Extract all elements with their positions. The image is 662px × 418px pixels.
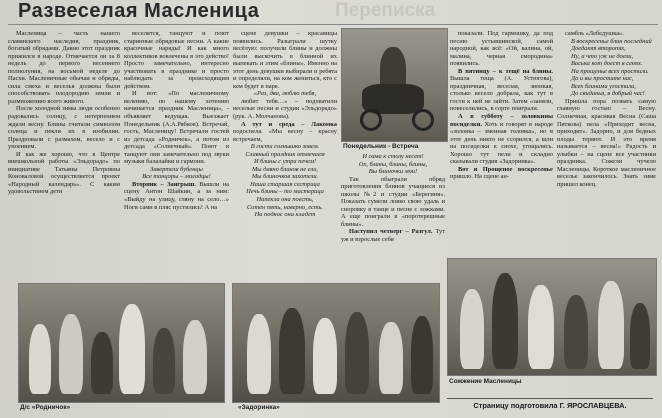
verse-line: В гости солнышко зовем.: [250, 143, 320, 151]
page-credit: Страницу подготовила Г. ЯРОСЛАВЦЕВА.: [447, 398, 653, 413]
article-column-3: [233, 30, 337, 275]
verse-line: Славный праздник отмечаем: [245, 150, 325, 158]
photo-figure: [411, 316, 433, 394]
photo-figure: [630, 303, 650, 369]
section-label: Наступил четверг – Разгул.: [349, 228, 433, 236]
verse-line: Вы блиночки мои!: [368, 168, 418, 176]
photo-monday: [341, 28, 448, 142]
photo-figure: [564, 295, 588, 369]
paragraph: веселятся, танцуют и поют старинные обрядовые песни. А какие красочные наряды! И как много коллективов вовлечены в это действо! Просто замечательно, интересно участвовать в празднике и просто наблюдать за происходящим действом.: [124, 30, 229, 90]
headline: Развеселая Масленица: [18, 0, 260, 22]
paragraph: И вот: «По масленичному велению, по нашему хотению начинается праздник Масленица», - объявляет ведущая. Выезжает Понедельник (А.А.Рябков). Встречай, гость, Масленицу! Встречали гостей из детсада «Родничок», а потом из детсада «Солнечный». Поют и танцуют они замечательно под звуки музыки балалайки и гармони.: [124, 90, 229, 166]
verse-line: Печь блины – то мастерица: [246, 188, 324, 196]
paragraph-text: Хоть и говорят в народе «золовка – змеиная головка», но в этот день никто не ссорился, а шли на посиделки к снохе, угощались. Хорошо тут пели и складно сказывали студия «Задоринка».: [450, 120, 553, 166]
section-label: Вот и Прощеное воскресенье: [458, 165, 553, 173]
section-label: В пятницу – к тещё на блины.: [458, 67, 553, 75]
paragraph: [233, 121, 337, 144]
article-column-1: [8, 30, 120, 275]
paragraph: самбль «Лебедушка».: [565, 30, 624, 37]
verse-line: Доедают второпях,: [571, 45, 626, 53]
header-rule: [8, 24, 658, 25]
caption-burning: Сожжение Масленицы: [449, 378, 522, 385]
photo-rodnichok: [18, 283, 225, 403]
photo-figure: [345, 312, 369, 394]
article-column-6: [557, 30, 656, 275]
verse-line: Завертели бубенцы: [150, 165, 203, 173]
verse-line: Напекла она поесть,: [256, 196, 314, 204]
paragraph-text: подоспела. «Мы весну – красну встречаем,: [233, 128, 337, 143]
photo-burning: [447, 258, 657, 376]
photo-wheel: [360, 109, 382, 131]
photo-figure: [279, 308, 305, 394]
caption-monday: Понедельник - Встреча: [343, 143, 419, 150]
article-column-4: [341, 153, 445, 275]
section-label: А в субботу – золовкины посиделки.: [450, 113, 553, 128]
photo-figure: [119, 304, 145, 394]
photo-figure: [91, 332, 113, 394]
photo-figure: [528, 285, 554, 369]
paragraph: любит тебя…» – подхватили веселые песни и студии «Эльдорадо» (рук. А. Молчанова).: [233, 97, 337, 121]
paragraph: Так обыграли обряд приготовления блинов учащиеся из школы №2 и студии «Берегиня». Показать сумели ловко свою удаль и сноровку в танце и песне с ложками. А еще поиграли в «поротерешные блины».: [341, 175, 445, 228]
photo-figure: [379, 322, 403, 394]
paragraph: показали. Под гармошку, да под песню устьишинской, самой народной, как всё: «Ой, калина, ой, малина, черная смородина» появились.: [450, 30, 553, 68]
paragraph-text: Тут уж и взрослые себя: [341, 228, 445, 244]
verse-line: На поднос она кладет: [254, 211, 316, 219]
verse-line: И блины с утра печем!: [253, 158, 317, 166]
section-label: А тут и среда – Лакомка: [241, 120, 337, 128]
photo-zadorinka: [232, 283, 440, 403]
paragraph: [450, 68, 553, 113]
photo-figure: [183, 320, 207, 394]
paragraph: Масленица – часть нашего славянского наследия, праздник, богатый обрядами. Давно этот праздник прижился в народе. Отмечается он за 8 недель до первого весеннего полнолуния, на восьмой неделе до Пасхи. Масленичные обычаи и обряды, сила смеха и веселья должны были способствовать плодородию земли и размножению всего живого.: [8, 30, 120, 105]
paragraph: [450, 166, 553, 181]
paragraph: После холодной зимы люди особенно радовались солнцу, с нетерпением ждали весну. Блины считали символом солнца и пекли их в изобилии. Праздновали с размахом, весело и с упоением.: [8, 105, 120, 151]
paragraph-text: Вышли на сцену Антон Шайкин, а за ним: «Выйду на улицу, гляну на село…» Ноги сами в пляс пустились! А на: [124, 180, 229, 211]
verse-line: До свиданья, в добрый час!: [571, 90, 645, 98]
verse-line: Мы давно блинов не ели,: [251, 165, 319, 173]
bleed-through-header: Переписка: [335, 0, 436, 21]
verse-line: Всех блинами угостили,: [571, 82, 636, 90]
paragraph: [124, 181, 229, 211]
photo-figure: [492, 273, 518, 369]
photo-wheel: [412, 109, 434, 131]
photo-figure: [460, 289, 484, 369]
article-column-2: [124, 30, 229, 275]
verse-line: Да и вы простите нас,: [571, 75, 634, 83]
photo-figure: [598, 281, 624, 369]
verse-line: Все танцоры – молодцы!: [142, 173, 211, 181]
photo-figure: [59, 314, 83, 394]
verse-line: Сотен пять, наверно, есть.: [246, 203, 324, 211]
paragraph: [341, 228, 445, 243]
paragraph-text: пришло. На сцене ан-: [450, 173, 509, 181]
paragraph-text: Вышла теща (А. Устюгова), праздничная, веселая, звонкая, столько весело добрала, как тут в гости к ней не зайти. Затем «заняли, повеселились, в сорте поиграли.: [450, 75, 553, 113]
paragraph: сцене девушки – красавицы появились. Разыграли шутку весёлую: получили блины и должны были выскочить в блинной их выпекать и этим «блины». Именно на этот день девушки выбирали и ребята и определяли, на ком жениться, кто с кем будет в паре.: [233, 30, 337, 90]
paragraph: Пришла пора позвать самую главную гостью – Весну. Солнечная, красивая Весна (Саша Пяткова) пела «Приходит весна, приходит». Задорно, и для бедных плоды теряют. И это время называется – весна!» Радость и улыбки – на сцене все участники праздника. Сожгли чучело Масленицы. Короткое масленичное веселье закончилось. Знать зиме пришел конец.: [557, 97, 656, 188]
paragraph: [450, 113, 553, 166]
photo-figure: [247, 314, 271, 394]
verse-line: Ох, блины, блины, блины,: [358, 160, 428, 168]
section-label: Вторник – Заигрыш.: [132, 180, 196, 188]
verse-line: И сама к столу несет!: [362, 153, 424, 160]
photo-figure: [313, 318, 337, 394]
verse-line: На прощенье всех простили.: [571, 67, 649, 75]
verse-line: Ну, а что уж не доели,: [571, 52, 634, 60]
verse-line: Наша старшая сестрица: [250, 180, 320, 188]
caption-rodnichok: Д/с «Родничок»: [20, 404, 71, 411]
caption-zadorinka: «Задоринка»: [238, 404, 280, 411]
verse-line: В воскресенье блин последний: [571, 37, 652, 45]
paragraph: И как же хорошо, что в Центре внешкольной работы «Эльдорадо» по инициативе Татьяны Петровны Коноваловой осуществляется проект «Народный календарь». С каким удовольствием дети: [8, 150, 120, 196]
verse-line: «Раз, два, люблю тебя,: [253, 90, 317, 98]
article-column-5: [450, 30, 553, 275]
photo-figure: [29, 324, 51, 394]
verse-line: Мы блиночков захотели.: [251, 173, 319, 181]
verse-line: Васька кот доест в сенях.: [571, 60, 643, 68]
photo-figure: [153, 328, 175, 394]
